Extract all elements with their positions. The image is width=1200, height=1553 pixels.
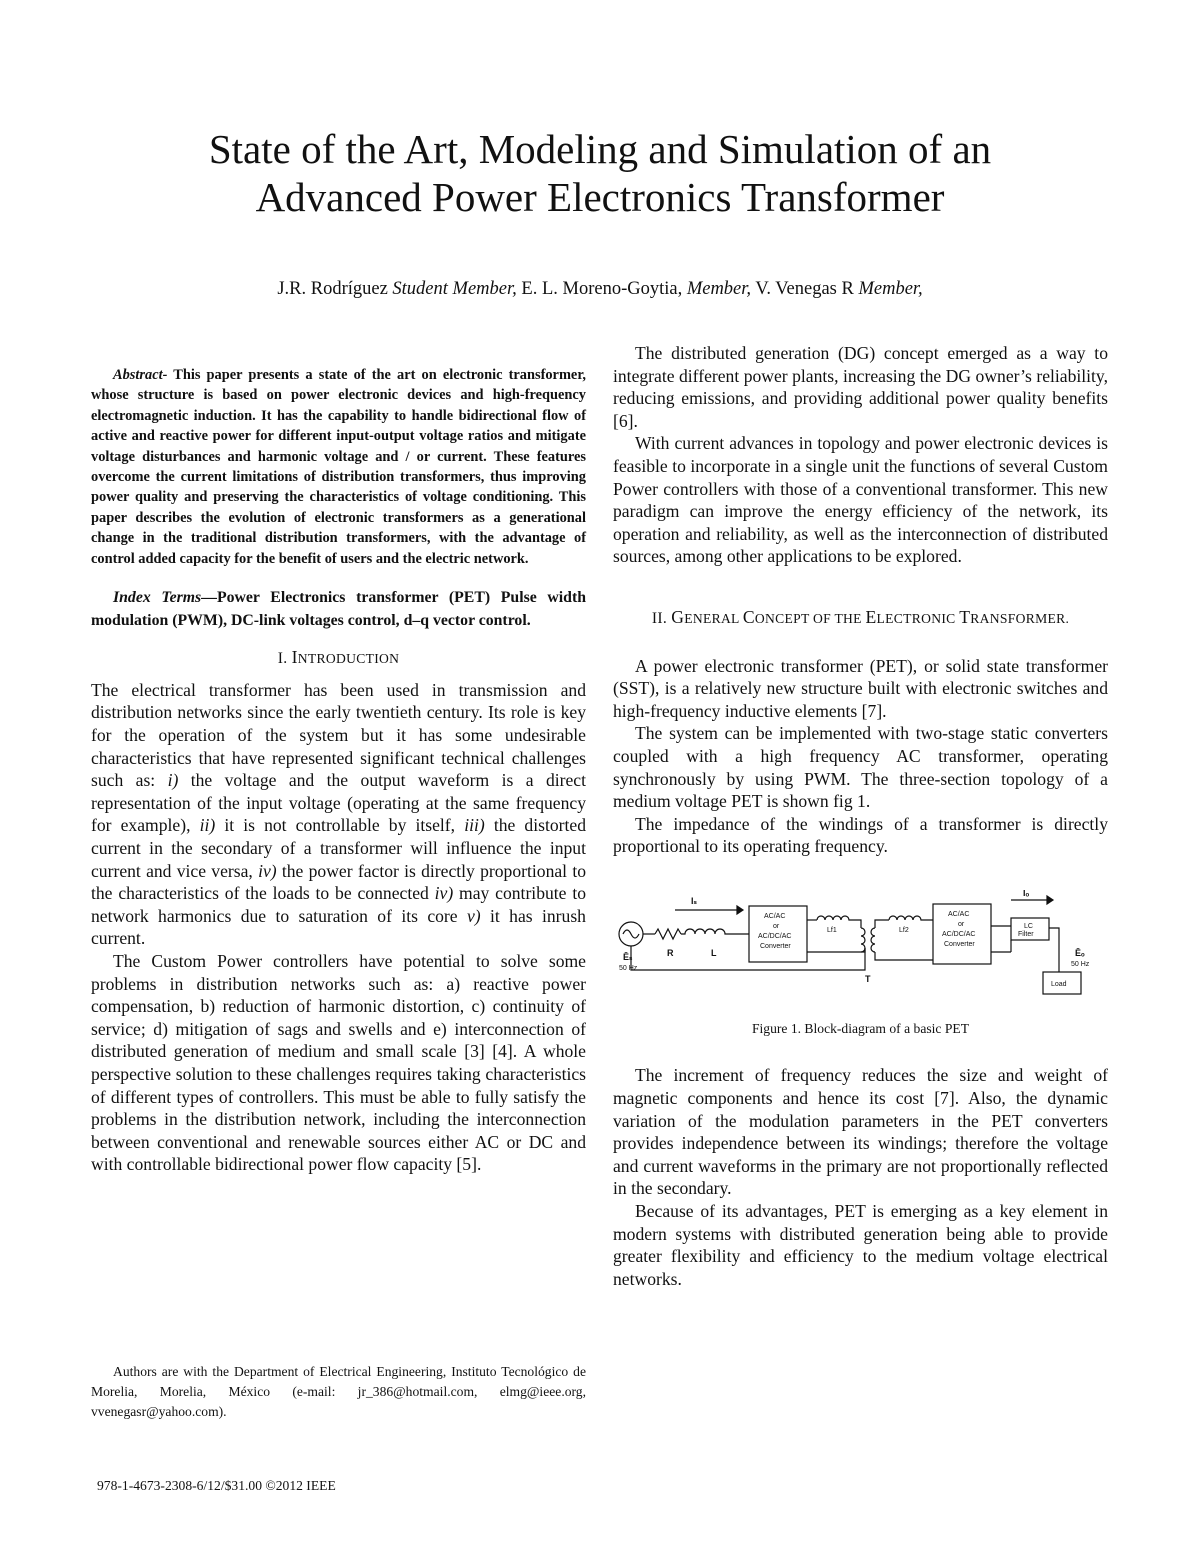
svg-text:T: T [865, 973, 871, 984]
author-3: V. Venegas R [751, 279, 859, 299]
impedance-paragraph: The impedance of the windings of a transformer is directly proportional to its operating frequency. [613, 813, 1108, 857]
sine-icon [623, 930, 639, 938]
author-2: E. L. Moreno-Goytia, [516, 279, 687, 299]
svg-text:Ēₛ: Ēₛ [623, 951, 633, 962]
intro-paragraph-2: The Custom Power controllers have potential to solve some problems in distribution networks such as: a) reactive power compensation, b) reduction of harmonic distortion, c) continuity of service; d) mitigation of sags and swells and e) interconnection of distributed generation of medium and small scale [3] [4]. A whole perspective solution to these challenges requires taking characteristics of different types of controllers. This must be able to fully satisfy the problems in the distribution network, including the interconnection between conventional and renewable sources either AC or DC and with controllable bidirectional power flow capacity [5]. [91, 950, 586, 1175]
svg-text:AC/DC/AC: AC/DC/AC [758, 932, 792, 940]
svg-text:AC/DC/AC: AC/DC/AC [942, 930, 976, 938]
section-heading-general-concept: II. GENERAL CONCEPT OF THE ELECTRONIC TRANSFORMER. [651, 606, 1070, 627]
author-3-role: Member, [858, 279, 923, 299]
svg-text:Lf2: Lf2 [899, 926, 909, 934]
svg-text:Filter: Filter [1018, 930, 1034, 938]
copyright-line: 978-1-4673-2308-6/12/$31.00 ©2012 IEEE [97, 1478, 336, 1493]
index-terms [91, 587, 586, 632]
lf2-inductor-icon [889, 916, 933, 920]
section-heading-introduction: I. INTRODUCTION [277, 647, 400, 668]
paper-title [60, 125, 1140, 221]
index-terms-text: —Power Electronics transformer (PET) Pulse width modulation (PWM), DC-link voltages control, d–q vector control. [91, 589, 586, 629]
author-list [60, 279, 1140, 300]
author-1-role: Student Member, [392, 279, 517, 299]
advantages-paragraph: Because of its advantages, PET is emerging as a key element in modern systems with distributed generation being able to provide greater flexibility and efficiency to the medium voltage electrical networks. [613, 1201, 1108, 1289]
transformer-primary-icon [861, 928, 865, 952]
svg-text:Iₒ: Iₒ [1023, 889, 1030, 898]
svg-text:Load: Load [1051, 980, 1067, 988]
pet-block-diagram [613, 890, 1108, 1010]
svg-text:50 Hz: 50 Hz [1071, 960, 1090, 968]
svg-text:AC/AC: AC/AC [764, 912, 786, 920]
right-column [613, 342, 1108, 1290]
frequency-paragraph: The increment of frequency reduces the size and weight of magnetic components and hence its cost [7]. Also, the dynamic variation of the modulation parameters in the PET converters provides independence between its windings; therefore the voltage and current waveforms in the primary are not proportionally reflected in the secondary. [613, 1065, 1108, 1199]
svg-text:L: L [711, 947, 717, 958]
resistor-icon [655, 929, 681, 939]
svg-text:50 Hz: 50 Hz [619, 964, 638, 972]
left-column [91, 365, 586, 1176]
author-1: J.R. Rodríguez [277, 279, 393, 299]
svg-text:AC/AC: AC/AC [948, 910, 970, 918]
svg-text:or: or [773, 922, 780, 930]
transformer-secondary-icon [871, 928, 875, 952]
svg-text:or: or [958, 920, 965, 928]
inductor-l-icon [681, 929, 749, 934]
lf1-inductor-icon [817, 916, 861, 928]
intro-paragraph-1: The electrical transformer has been used in transmission and distribution networks since the early twentieth century. Its role is key for the operation of the system but it has some undesirable characteristics that have represented significant technical challenges such as: i) the voltage and the output waveform is a direct representation of the input voltage (operating at the same frequency for example), ii) it is not controllable by itself, iii) the distorted current in the secondary of a transformer will influence the input current and vice versa, iv) the power factor is directly proportional to the characteristics of the loads to be connected iv) may contribute to network harmonics due to saturation of its core v) it has inrush current. [91, 679, 586, 949]
title-line-2: Advanced Power Electronics Transformer [255, 174, 945, 220]
index-terms-label: Index Terms [113, 589, 202, 607]
title-line-1: State of the Art, Modeling and Simulation of an [208, 126, 992, 172]
author-affiliation-footnote: Authors are with the Department of Electrical Engineering, Instituto Tecnológico de Morelia, Morelia, México (e-mail: jr_386@hotmail.com, elmg@ieee.org, vvenegasr@yahoo.com). [91, 1364, 586, 1419]
svg-text:Converter: Converter [760, 942, 791, 950]
abstract-text: This paper presents a state of the art on electronic transformer, whose structure is based on power electronic devices and high-frequency electromagnetic induction. It has the capability to handle bidirectional flow of active and reactive power for different input-output voltage ratios and mitigate voltage disturbances and harmonic voltage and / or current. These features overcome the current limitations of distribution transformers, thus improving power quality and preserving the characteristics of voltage conditioning. This paper describes the evolution of electronic transformers as a generational change in the traditional distribution transformers, with the advantage of control added capacity for the benefit of users and the electric network. [91, 367, 586, 567]
dg-paragraph: The distributed generation (DG) concept emerged as a way to integrate different power plants, increasing the DG owner’s reliability, reducing emissions, and providing additional power quality benefits [6]. [613, 343, 1108, 431]
abstract-label: Abstract- [113, 367, 168, 383]
author-2-role: Member, [686, 279, 752, 299]
two-stage-paragraph: The system can be implemented with two-stage static converters coupled with a high frequency AC transformer, operating synchronously by using PWM. The three-section topology of a medium voltage PET is shown fig 1. [613, 723, 1108, 812]
svg-text:Lf1: Lf1 [827, 926, 837, 934]
pet-diagram-svg [613, 890, 1108, 1010]
svg-text:R: R [667, 947, 674, 958]
svg-text:Ēₒ: Ēₒ [1075, 947, 1085, 958]
svg-text:LC: LC [1024, 922, 1033, 930]
svg-text:Iₛ: Iₛ [691, 895, 697, 906]
figure-caption: Figure 1. Block-diagram of a basic PET [751, 1020, 970, 1036]
abstract [91, 365, 586, 569]
pet-paragraph: A power electronic transformer (PET), or solid state transformer (SST), is a relatively new structure built with electronic switches and high-frequency inductive elements [7]. [613, 655, 1108, 721]
svg-text:Converter: Converter [944, 940, 975, 948]
advances-paragraph: With current advances in topology and power electronic devices is feasible to incorporate in a single unit the functions of several Custom Power controllers with those of a conventional transformer. This new paradigm can improve the energy efficiency of the network, its operation and reliability, as well as the interconnection of distributed sources, among other applications to be explored. [613, 433, 1108, 567]
